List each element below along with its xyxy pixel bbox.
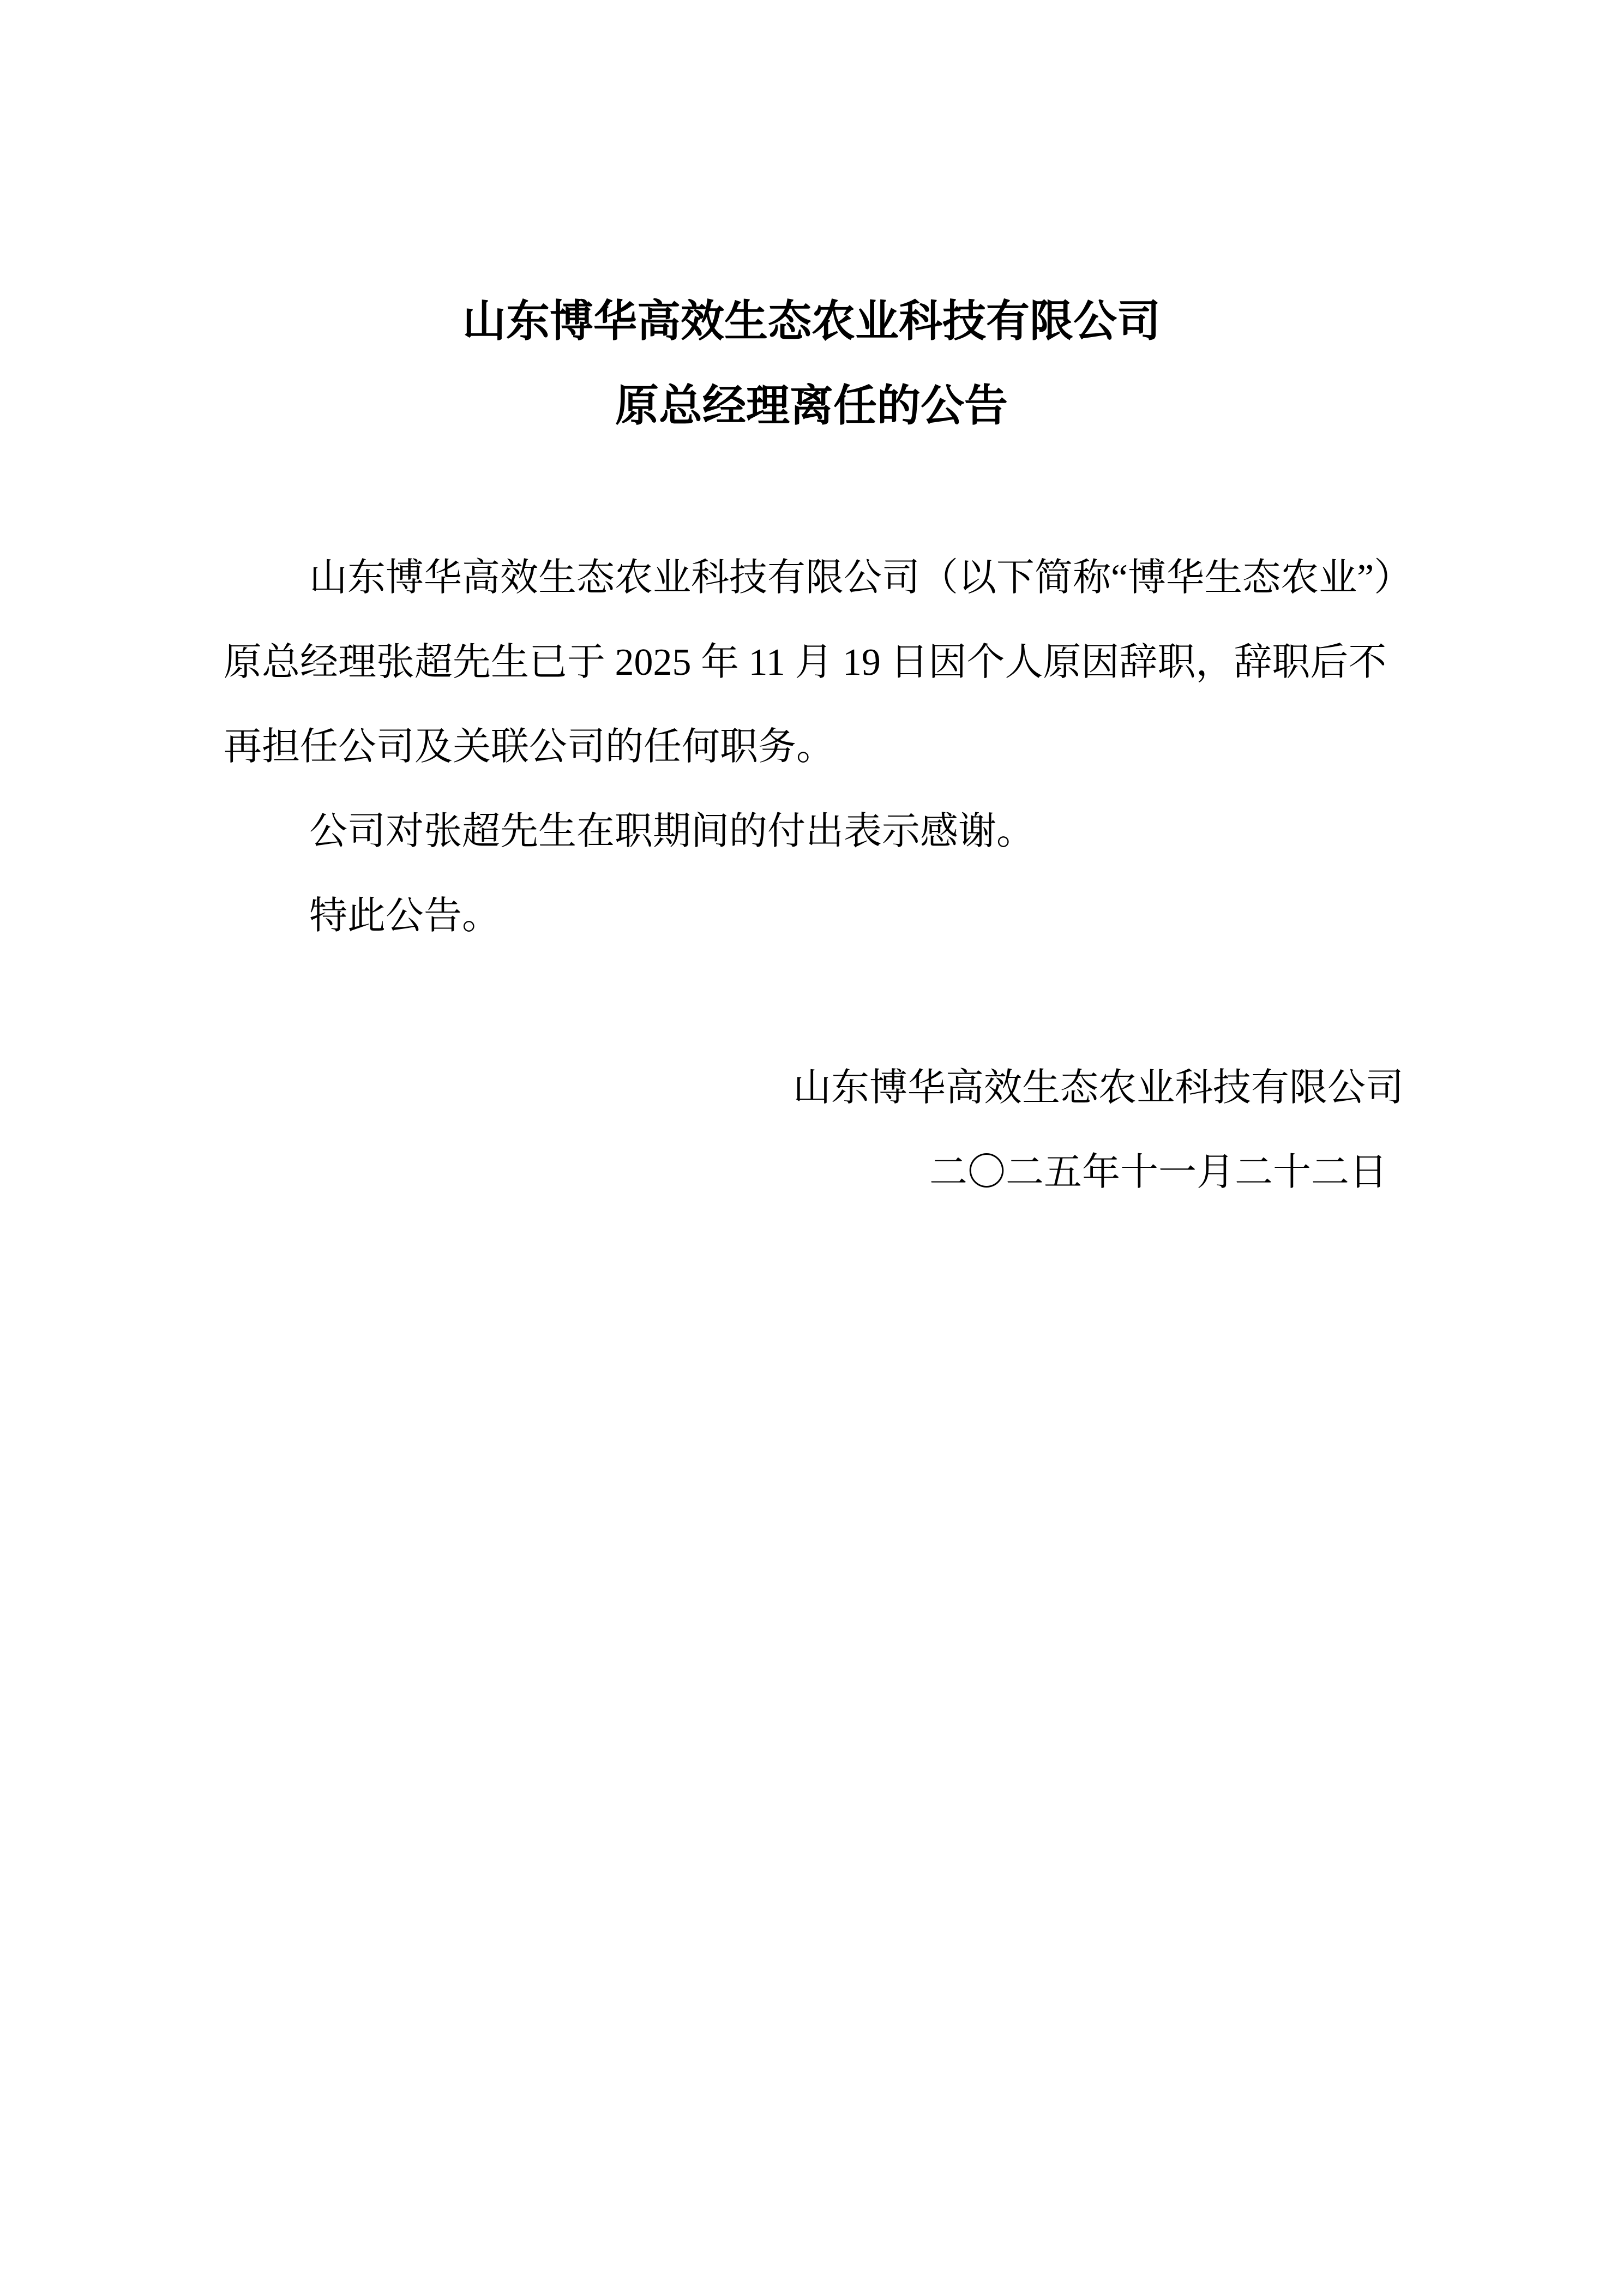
paragraph1-line3: 再担任公司及关联公司的任何职务。: [224, 726, 834, 768]
paragraph1-line2: 原总经理张超先生已于 2025 年 11 月 19 日因个人原因辞职，辞职后不: [224, 642, 1387, 684]
signature-date: 二〇二五年十一月二十二日: [929, 1152, 1387, 1194]
paragraph2: 公司对张超先生在职期间的付出表示感谢。: [309, 811, 1035, 853]
document-title-line1: 山东博华高效生态农业科技有限公司: [462, 298, 1161, 346]
paragraph3: 特此公告。: [309, 895, 500, 937]
signature-company-name: 山东博华高效生态农业科技有限公司: [793, 1067, 1404, 1109]
document-title-line2: 原总经理离任的公告: [615, 382, 1008, 430]
paragraph1-line1: 山东博华高效生态农业科技有限公司（以下简称“博华生态农业”）: [309, 557, 1412, 599]
